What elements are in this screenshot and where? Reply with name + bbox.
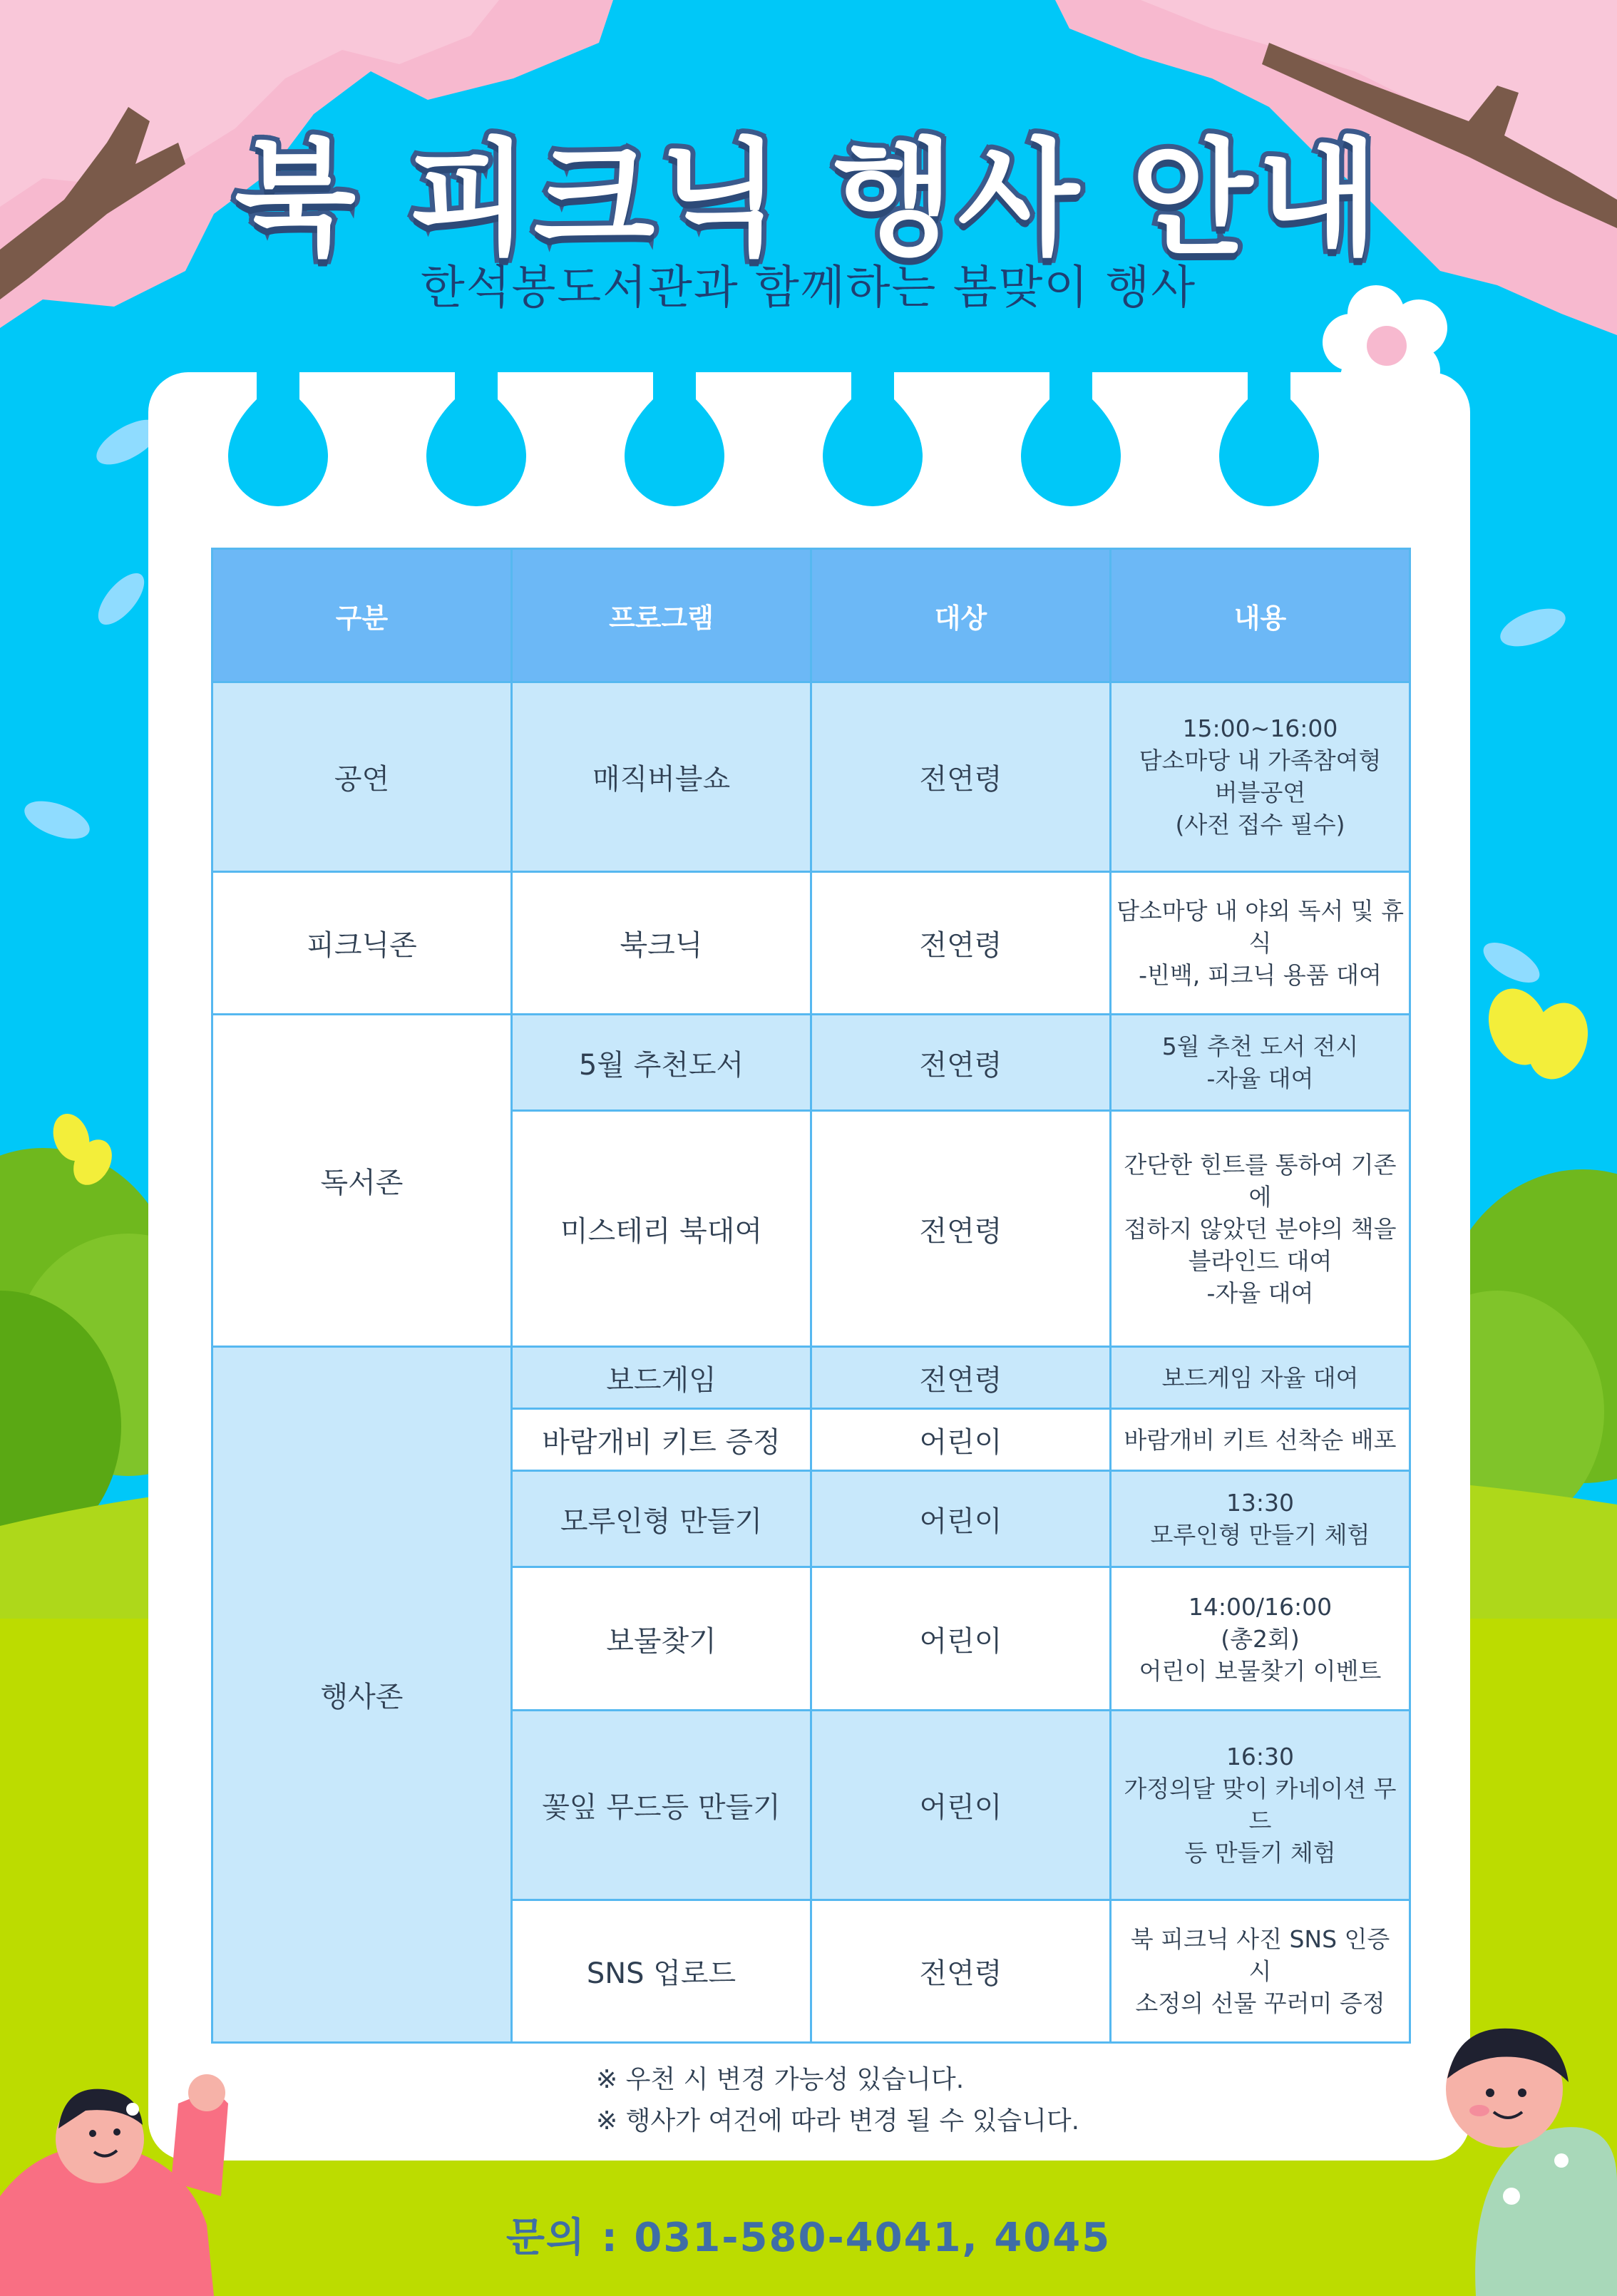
target-cell: 전연령 [811, 871, 1111, 1014]
table-row [212, 1347, 1410, 1409]
program-cell: 바람개비 키트 증정 [512, 1409, 811, 1471]
target-cell: 어린이 [811, 1471, 1111, 1567]
detail-cell: 담소마당 내 야외 독서 및 휴 식 -빈백, 피크닉 용품 대여 [1111, 871, 1410, 1014]
header-category: 구분 [212, 549, 512, 682]
header-detail: 내용 [1111, 549, 1410, 682]
program-cell: 미스테리 북대여 [512, 1111, 811, 1347]
target-cell: 어린이 [811, 1710, 1111, 1900]
page-title: 북 피크닉 행사 안내 [235, 126, 1382, 272]
contact-info: 문의 : 031-580-4041, 4045 [505, 2215, 1112, 2261]
category-cell: 공연 [212, 682, 512, 872]
target-cell: 전연령 [811, 1111, 1111, 1347]
table-row [212, 682, 1410, 872]
program-cell: 북크닉 [512, 871, 811, 1014]
category-cell: 독서존 [212, 1015, 512, 1347]
program-cell: SNS 업로드 [512, 1900, 811, 2042]
detail-cell: 바람개비 키트 선착순 배포 [1111, 1409, 1410, 1471]
table-row [212, 1015, 1410, 1111]
detail-cell: 13:30 모루인형 만들기 체험 [1111, 1471, 1410, 1567]
note-change: ※ 행사가 여건에 따라 변경 될 수 있습니다. [596, 2106, 1080, 2136]
detail-cell: 5월 추천 도서 전시 -자율 대여 [1111, 1015, 1410, 1111]
note-rain: ※ 우천 시 변경 가능성 있습니다. [596, 2065, 965, 2094]
target-cell: 어린이 [811, 1567, 1111, 1710]
detail-cell: 14:00/16:00 (총2회) 어린이 보물찾기 이벤트 [1111, 1567, 1410, 1710]
program-cell: 5월 추천도서 [512, 1015, 811, 1111]
page-subtitle: 한석봉도서관과 함께하는 봄맞이 행사 [420, 262, 1197, 314]
program-cell: 매직버블쇼 [512, 682, 811, 872]
target-cell: 어린이 [811, 1409, 1111, 1471]
program-cell: 보물찾기 [512, 1567, 811, 1710]
target-cell: 전연령 [811, 1347, 1111, 1409]
program-table [211, 548, 1411, 2044]
header-target: 대상 [811, 549, 1111, 682]
target-cell: 전연령 [811, 682, 1111, 872]
detail-cell: 북 피크닉 사진 SNS 인증 시 소정의 선물 꾸러미 증정 [1111, 1900, 1410, 2042]
target-cell: 전연령 [811, 1900, 1111, 2042]
table-header-row [212, 549, 1410, 682]
program-cell: 모루인형 만들기 [512, 1471, 811, 1567]
header-program: 프로그램 [512, 549, 811, 682]
table-row [212, 871, 1410, 1014]
detail-cell: 16:30 가정의달 맞이 카네이션 무드 등 만들기 체험 [1111, 1710, 1410, 1900]
detail-cell: 보드게임 자율 대여 [1111, 1347, 1410, 1409]
detail-cell: 15:00~16:00 담소마당 내 가족참여형 버블공연 (사전 접수 필수) [1111, 682, 1410, 872]
category-cell: 피크닉존 [212, 871, 512, 1014]
category-cell: 행사존 [212, 1347, 512, 2043]
detail-cell: 간단한 힌트를 통하여 기존에 접하지 않았던 분야의 책을 블라인드 대여 -자율 대여 [1111, 1111, 1410, 1347]
target-cell: 전연령 [811, 1015, 1111, 1111]
program-cell: 보드게임 [512, 1347, 811, 1409]
program-cell: 꽃잎 무드등 만들기 [512, 1710, 811, 1900]
